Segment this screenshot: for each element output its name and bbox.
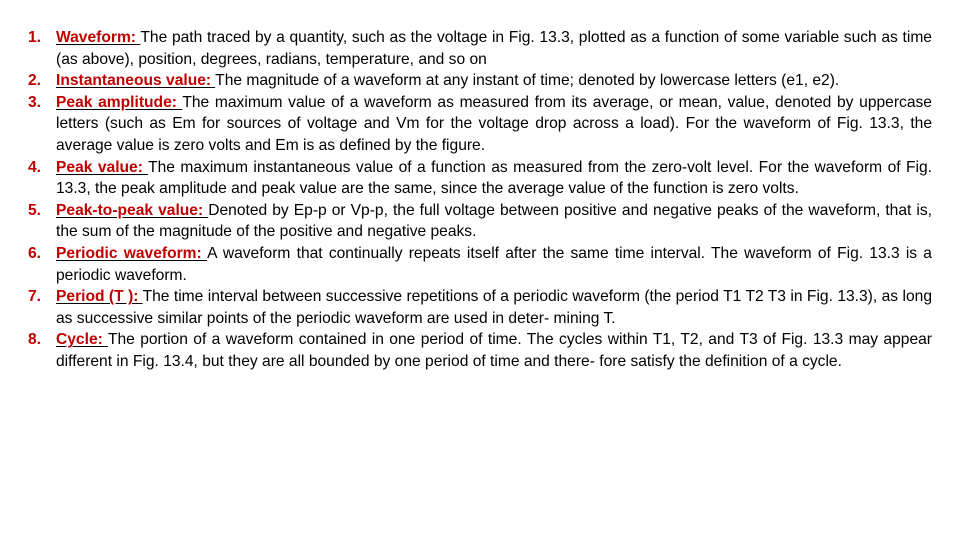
item-number: 8. bbox=[28, 331, 42, 349]
definitions-list bbox=[28, 27, 932, 373]
definition-instantaneous-value bbox=[28, 70, 932, 92]
term-waveform: Waveform: bbox=[56, 29, 137, 46]
term-period: Period (T ): bbox=[56, 288, 139, 306]
term-peak-amplitude: Peak amplitude: bbox=[56, 93, 177, 111]
item-number: 4. bbox=[28, 158, 42, 176]
definition-text: The magnitude of a waveform at any instant of time; denoted by lowercase letters (e1, e2). bbox=[215, 72, 840, 90]
item-number: 7. bbox=[28, 288, 42, 306]
term-cycle: Cycle: bbox=[56, 331, 103, 349]
definition-text: The path traced by a quantity, such as the voltage in Fig. 13.3, plotted as a function of some variable such as time (as above), position, degrees, radians, temperature, and so on bbox=[56, 29, 932, 68]
item-number: 1. bbox=[28, 29, 42, 46]
definition-peak-value bbox=[28, 157, 932, 200]
item-number: 2. bbox=[28, 72, 42, 90]
term-peak-to-peak-value: Peak-to-peak value: bbox=[56, 201, 204, 219]
term-peak-value: Peak value: bbox=[56, 158, 143, 176]
definition-text: The maximum instantaneous value of a function as measured from the zero-volt level. For the waveform of Fig. 13.3, the peak amplitude and peak value are the same, since the average value of the function is zero volts. bbox=[56, 158, 932, 198]
item-number: 6. bbox=[28, 244, 42, 262]
term-periodic-waveform: Periodic waveform: bbox=[56, 244, 202, 262]
definition-waveform bbox=[28, 27, 932, 70]
definition-text: The maximum value of a waveform as measured from its average, or mean, value, denoted by uppercase letters (such as Em for sources of voltage and Vm for the voltage drop across a load). For the waveform of Fig. 13.3, the average value is zero volts and Em is as defined by the figure. bbox=[56, 93, 932, 154]
definition-text: The portion of a waveform contained in one period of time. The cycles within T1, T2, and T3 of Fig. 13.3 may appear different in Fig. 13.4, but they are all bounded by one period of time and there- fore satisfy the definition of a cycle. bbox=[56, 331, 932, 370]
item-number: 5. bbox=[28, 201, 42, 219]
definition-peak-amplitude bbox=[28, 92, 932, 157]
definition-text: Denoted by Ep-p or Vp-p, the full voltage between positive and negative peaks of the waveform, that is, the sum of the magnitude of the positive and negative peaks. bbox=[56, 201, 932, 241]
definition-text: The time interval between successive repetitions of a periodic waveform (the period T1 T2 T3 in Fig. 13.3), as long as successive similar points of the periodic waveform are used in deter- mining T. bbox=[56, 288, 932, 327]
item-number: 3. bbox=[28, 93, 42, 111]
definition-period bbox=[28, 286, 932, 329]
definition-cycle bbox=[28, 329, 932, 372]
definition-peak-to-peak-value bbox=[28, 200, 932, 243]
definition-text: A waveform that continually repeats itself after the same time interval. The waveform of Fig. 13.3 is a periodic waveform. bbox=[56, 244, 932, 284]
term-instantaneous-value: Instantaneous value: bbox=[56, 72, 212, 90]
definition-periodic-waveform bbox=[28, 243, 932, 286]
